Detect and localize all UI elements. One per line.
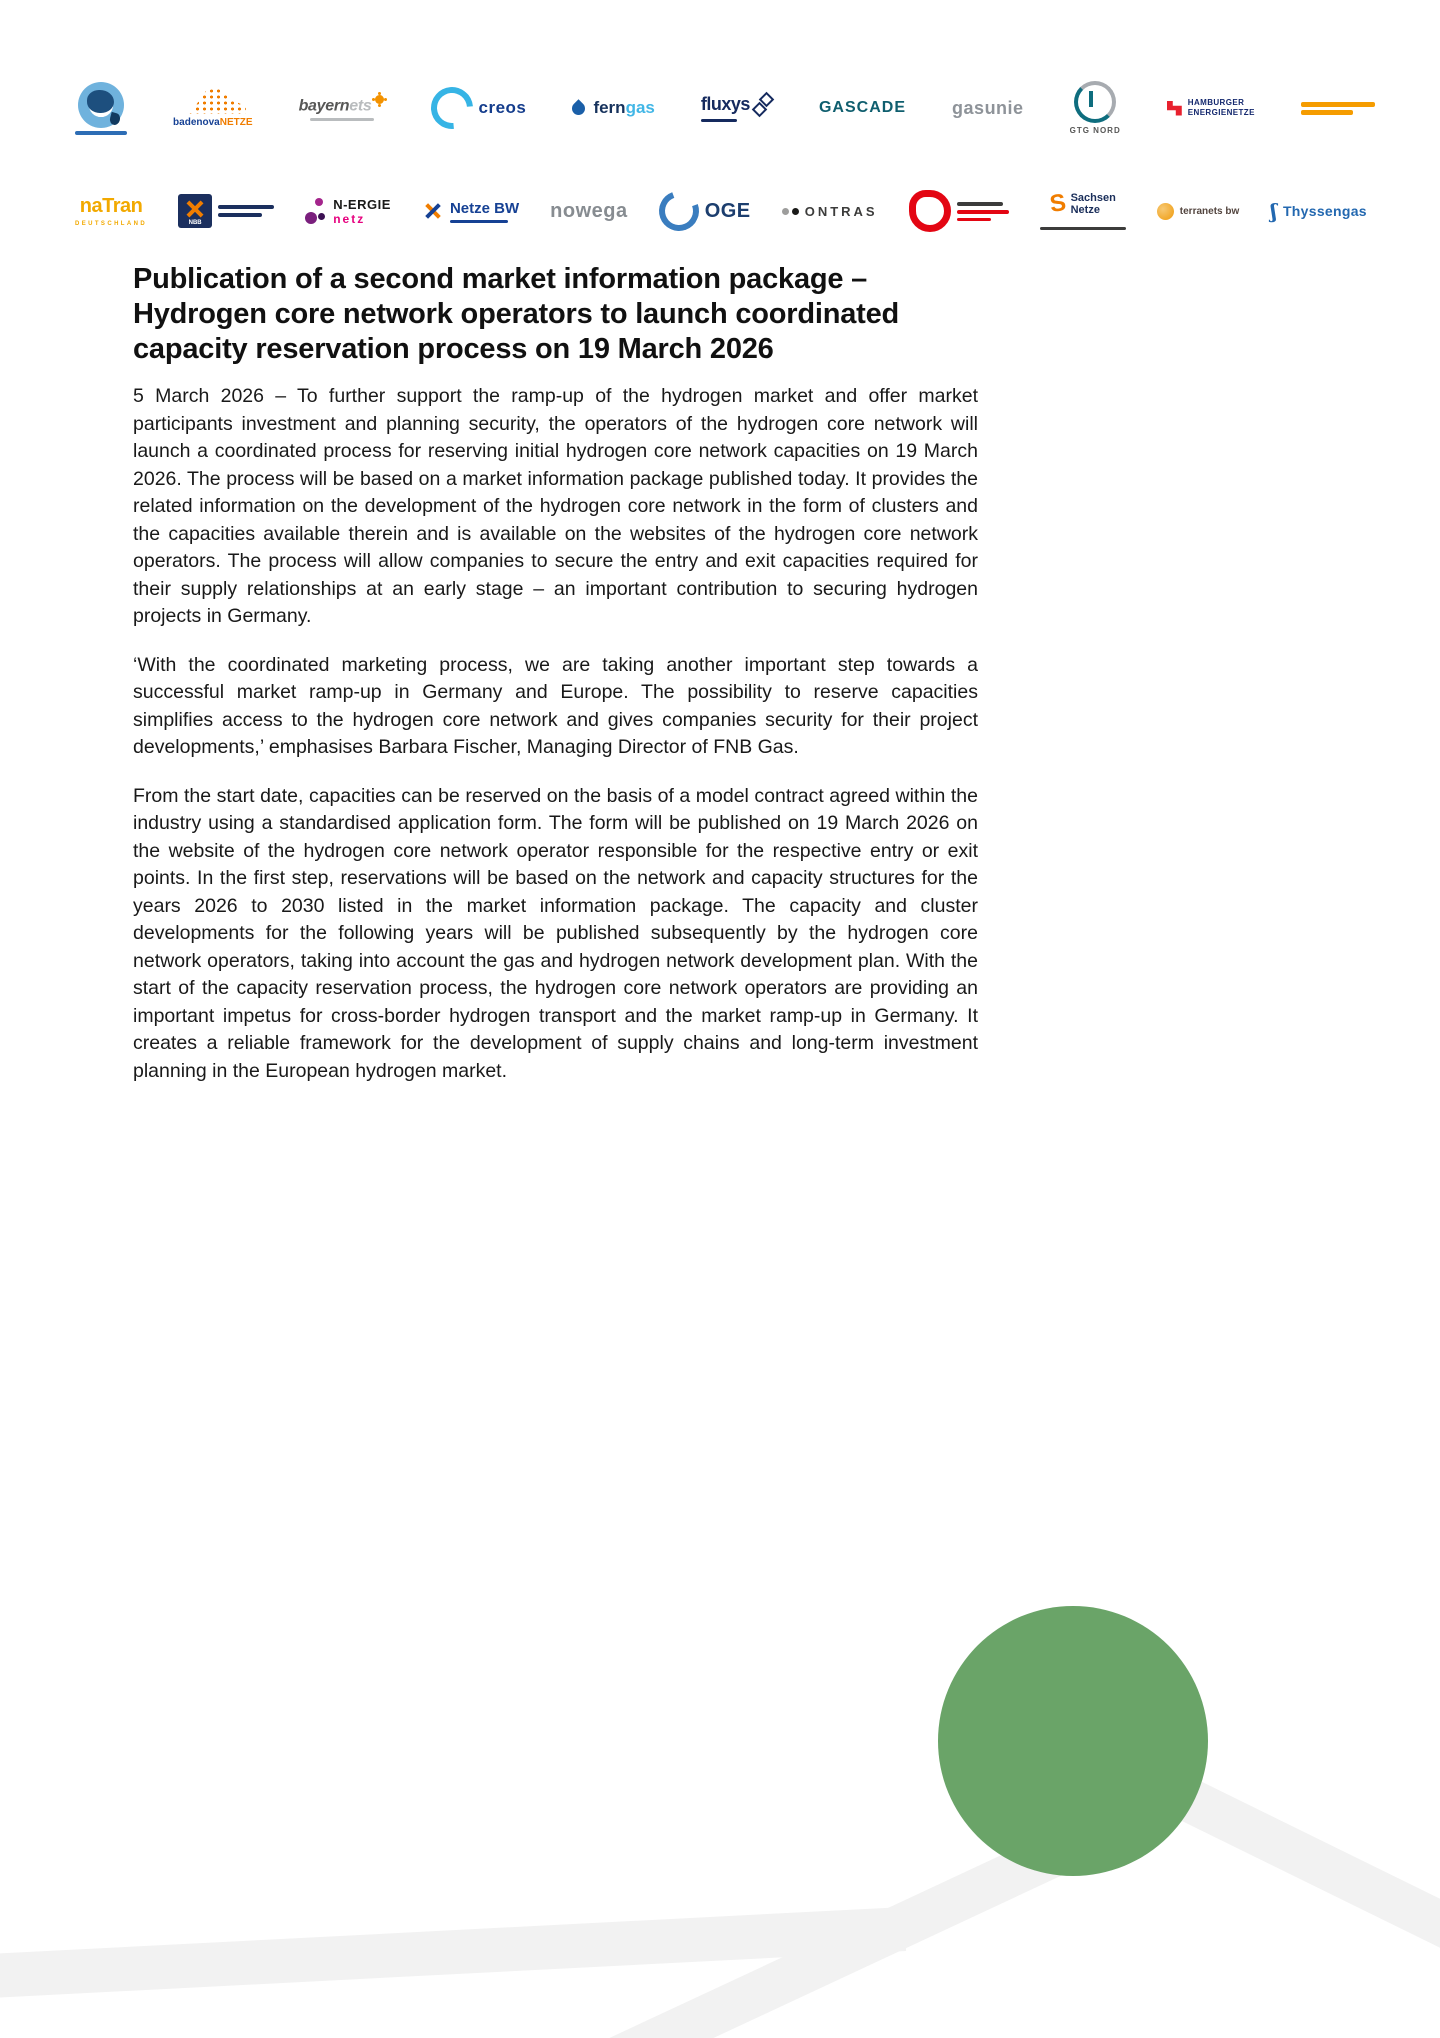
thyssengas-wordmark: Thyssengas [1282,203,1367,219]
operator-logo-strip-row1 [75,74,1375,142]
ferngas-drop-icon [570,99,588,117]
logo-gtg-nord [1070,81,1121,135]
red-ring-text-lines [957,202,1009,221]
nergie-dots-icon [305,198,327,224]
logo-red-ring-operator [909,190,1009,232]
logo-natran [75,195,147,227]
badenova-wordmark [173,117,252,128]
creos-c-icon [422,78,481,137]
logo-netze-bw [422,200,519,223]
logo-tagline-bar [75,131,127,135]
orange-wordmark-bar [1301,110,1353,115]
logo-blue-swirl-operator [75,82,127,135]
nbb-monogram: NBB [188,220,202,226]
nbb-square-icon [178,194,212,228]
logo-tagline-bar [701,119,737,122]
gascade-wordmark: GASCADE [818,99,906,116]
network-line-right [1185,1798,1440,1938]
bayernets-flower-icon [375,95,384,104]
logo-nergie-netz [305,197,391,226]
terranets-globe-icon [1157,203,1174,220]
title-line-2: Hydrogen core network operators to launch coordinated [133,298,900,330]
ferngas-part1-text: fern [593,98,626,117]
logo-tagline-bar [310,118,374,121]
oge-wordmark: OGE [704,199,751,222]
badenova-suffix-text: NETZE [219,117,253,128]
logo-tagline-bar [450,220,508,223]
badenova-main-text: badenova [173,117,220,128]
bayernets-main-text: bayern [298,97,350,115]
nergie-wordmark: N-ERGIE [333,196,391,212]
nowega-wordmark: nowega [550,199,628,222]
ontras-dots-icon [782,208,799,215]
sachsennetze-s-icon: S [1047,189,1068,218]
logo-creos [431,87,527,129]
logo-badenovanetze [173,88,252,128]
badenova-dots-icon [180,88,246,114]
logo-ontras [782,204,878,219]
green-circle-node [938,1606,1208,1876]
logo-sachsennetze [1040,189,1126,230]
sachsennetze-line2: Netze [1070,204,1100,216]
ontras-wordmark: ONTRAS [804,203,878,219]
hamburger-line2: ENERGIENETZE [1187,108,1255,117]
press-release-article [133,262,978,1106]
logo-ferngas [572,98,654,118]
fluxys-molecule-icon [753,94,773,116]
network-line-down [610,1845,1075,2038]
bayernets-wordmark [299,95,385,115]
logo-oge [659,191,751,231]
natran-subtext: DEUTSCHLAND [75,221,148,227]
paragraph-intro: 5 March 2026 – To further support the ramp-up of the hydrogen market and offer market participants investment and planning security, the operators of the hydrogen core network will launch a coordinated process for reserving initial hydrogen core network capacities on 19 March 2026. The process will be based on a market information package published today. It provides the related information on the development of the hydrogen core network in the form of clusters and the capacities available therein and is available on the websites of the hydrogen core network operators. The process will allow companies to secure the entry and exit capacities required for their supply relationships at an early stage – an important contribution to securing hydrogen projects in Germany. [133,385,978,627]
logo-bayernets [299,95,385,121]
sachsennetze-wordmark [1071,192,1116,216]
gtg-nord-ring-icon [1074,81,1116,123]
hamburger-line1: HAMBURGER [1187,98,1245,107]
bayernets-suffix-text: ets [349,97,372,115]
page-title [133,262,978,367]
gtg-nord-caption: GTG NORD [1069,126,1121,135]
netze-bw-x-icon [422,200,444,222]
ferngas-part2-text: gas [625,98,655,117]
thyssengas-t-icon: ʃ [1270,199,1277,223]
blue-swirl-icon [78,82,124,128]
nbb-text-lines [218,205,274,217]
natran-wordmark: naTran [79,195,143,217]
operator-logo-strip-row2 [75,180,1367,242]
creos-wordmark: creos [478,98,527,117]
paragraph-details: From the start date, capacities can be reserved on the basis of a model contract agreed within the industry using a standardised application form. The form will be published on 19 March 2026 on the website of the hydrogen core network operator responsible for the respective entry or exit points. In the first step, reservations will be based on the network and capacity structures for the years 2026 to 2030 listed in the market information package. The capacity and cluster developments for the following years will be published subsequently by the hydrogen core network operators, taking into account the gas and hydrogen network development plan. With the start of the capacity reservation process, the hydrogen core network operators are providing an important impetus for cross-border hydrogen transport and the market ramp-up in Germany. It creates a reliable framework for the development of supply chains and long-term investment planning in the European hydrogen market. [133,784,978,1082]
logo-hamburger-energienetze [1167,98,1255,118]
ferngas-wordmark [593,98,654,118]
orange-wordmark-bar [1301,102,1375,107]
logo-terranets-bw [1157,203,1239,220]
netze-bw-wordmark: Netze BW [449,199,520,217]
sachsennetze-line1: Sachsen [1070,192,1116,204]
hamburger-energienetze-icon [1167,101,1182,116]
oge-swirl-icon [652,184,705,237]
gasunie-wordmark: gasunie [952,97,1024,118]
logo-orange-wordmark-operator [1301,102,1375,115]
hamburger-energienetze-wordmark [1188,98,1255,118]
terranets-wordmark: terranets bw [1179,205,1240,217]
logo-fluxys [701,94,773,122]
logo-tagline-bar [1040,227,1126,230]
title-line-3: capacity reservation process on 19 March 2026 [133,333,774,365]
nergie-netz-text: netz [333,211,366,226]
title-line-1: Publication of a second market information package – [133,263,868,295]
paragraph-quote: ‘With the coordinated marketing process, we are taking another important step towards a successful market ramp-up in Germany and Europe. The possibility to reserve capacities simplifies access to the hydrogen core network and gives companies security for their project developments,’ emphasises Barbara Fischer, Managing Director of FNB Gas. [133,653,978,758]
network-line-left [0,1929,905,1977]
logo-gascade [819,99,906,117]
red-ring-icon [909,190,951,232]
fluxys-wordmark: fluxys [700,94,750,114]
logo-gasunie [952,98,1024,119]
logo-nowega [550,200,627,223]
logo-nbb [178,194,274,228]
logo-thyssengas [1270,201,1367,221]
